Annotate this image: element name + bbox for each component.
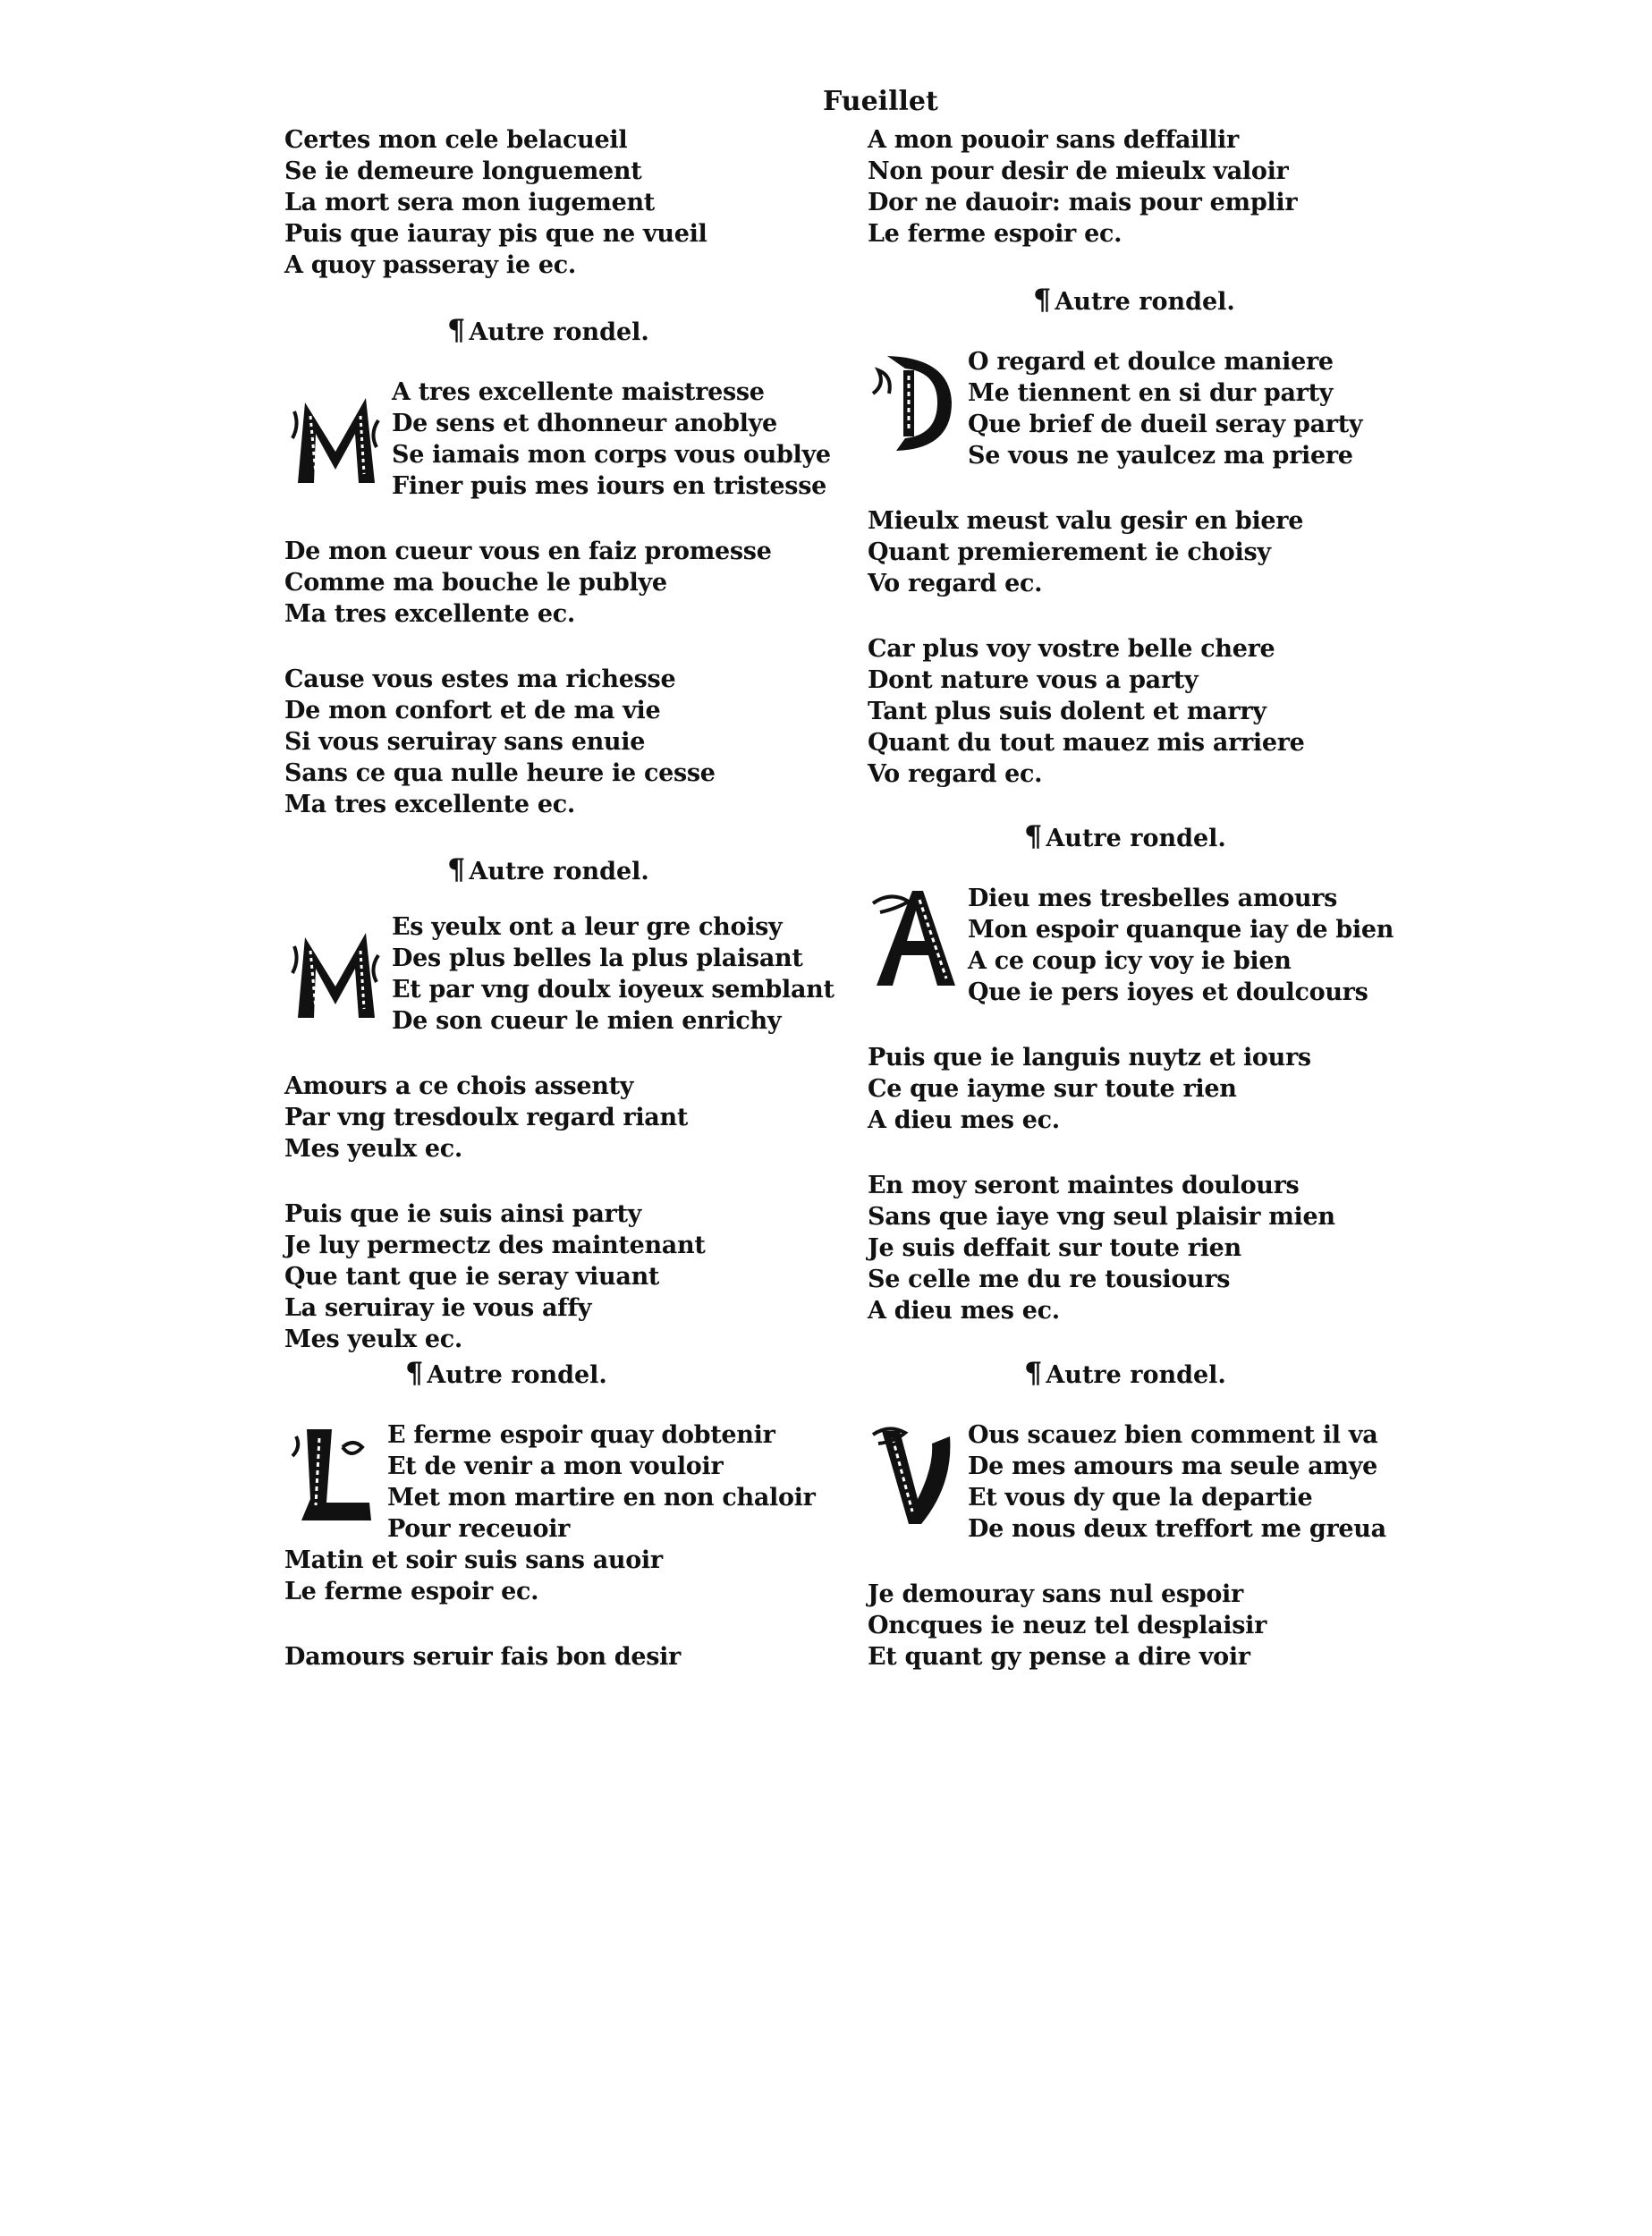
- verse-line: Ma tres excellente ec.: [284, 791, 575, 818]
- verse-line: Damours seruir fais bon desir: [284, 1643, 681, 1671]
- verse-line: Le ferme espoir ec.: [284, 1578, 539, 1605]
- rondel-heading: [1024, 821, 1226, 854]
- verse-line: Vo regard ec.: [868, 760, 1043, 788]
- rondel-heading-text: Autre rondel.: [427, 1361, 607, 1389]
- decorated-initial-v-svg: [869, 1422, 963, 1529]
- rondel-heading: [447, 315, 649, 348]
- pilcrow-icon: ¶: [1024, 1356, 1043, 1390]
- rondel-heading: [405, 1358, 607, 1391]
- verse-line: Je luy permectz des maintenant: [284, 1232, 706, 1259]
- verse-line: De mon confort et de ma vie: [284, 697, 661, 724]
- verse-line: Se vous ne yaulcez ma priere: [968, 442, 1353, 470]
- decorated-initial-v-icon: [869, 1422, 963, 1529]
- verse-line: Dont nature vous a party: [868, 666, 1199, 694]
- verse-line: Ma tres excellente ec.: [284, 600, 575, 628]
- verse-line: Pour receuoir: [387, 1515, 571, 1543]
- verse-line: Me tiennent en si dur party: [968, 379, 1334, 407]
- pilcrow-icon: ¶: [447, 852, 466, 886]
- verse-line: Certes mon cele belacueil: [284, 126, 628, 154]
- verse-line: Sans ce qua nulle heure ie cesse: [284, 759, 716, 787]
- verse-line: Et quant gy pense a dire voir: [868, 1643, 1250, 1671]
- verse-line: Puis que ie suis ainsi party: [284, 1200, 641, 1228]
- verse-line: Matin et soir suis sans auoir: [284, 1546, 663, 1574]
- verse-line: Mieulx meust valu gesir en biere: [868, 507, 1304, 535]
- verse-line: Se iamais mon corps vous oublye: [392, 441, 831, 469]
- verse-line: Et vous dy que la departie: [968, 1484, 1313, 1512]
- rondel-heading: [1024, 1358, 1226, 1391]
- verse-line: Par vng tresdoulx regard riant: [284, 1104, 689, 1131]
- verse-line: Dieu mes tresbelles amours: [968, 885, 1337, 912]
- verse-line: Et de venir a mon vouloir: [387, 1453, 724, 1480]
- verse-line: Et par vng doulx ioyeux semblant: [392, 976, 834, 1004]
- verse-line: Se ie demeure longuement: [284, 157, 642, 185]
- verse-line: Non pour desir de mieulx valoir: [868, 157, 1289, 185]
- verse-line: Sans que iaye vng seul plaisir mien: [868, 1203, 1335, 1231]
- verse-line: La mort sera mon iugement: [284, 189, 655, 216]
- decorated-initial-a-icon: [869, 885, 963, 993]
- decorated-initial-m-svg: [289, 385, 383, 492]
- verse-line: Ce que iayme sur toute rien: [868, 1075, 1237, 1103]
- verse-line: De mes amours ma seule amye: [968, 1453, 1378, 1480]
- verse-line: De mon cueur vous en faiz promesse: [284, 538, 772, 565]
- verse-line: En moy seront maintes doulours: [868, 1172, 1300, 1199]
- decorated-initial-d-svg: [869, 349, 963, 456]
- pilcrow-icon: ¶: [1024, 819, 1043, 853]
- running-head: Fueillet: [823, 86, 938, 117]
- verse-line: Que tant que ie seray viuant: [284, 1263, 660, 1291]
- verse-line: Car plus voy vostre belle chere: [868, 635, 1275, 663]
- decorated-initial-m-svg: [289, 919, 383, 1027]
- verse-line: De son cueur le mien enrichy: [392, 1007, 782, 1035]
- verse-line: Ous scauez bien comment il va: [968, 1421, 1378, 1449]
- verse-line: Je suis deffait sur toute rien: [868, 1234, 1241, 1262]
- decorated-initial-m-icon: [289, 385, 383, 492]
- verse-line: De nous deux treffort me greua: [968, 1515, 1386, 1543]
- decorated-initial-d-icon: [869, 349, 963, 456]
- rondel-heading: [1033, 284, 1235, 318]
- verse-line: A dieu mes ec.: [868, 1297, 1060, 1325]
- verse-line: Comme ma bouche le publye: [284, 569, 667, 597]
- verse-line: Puis que ie languis nuytz et iours: [868, 1044, 1311, 1071]
- verse-line: Mon espoir quanque iay de bien: [968, 916, 1394, 944]
- verse-line: Dor ne dauoir: mais pour emplir: [868, 189, 1298, 216]
- rondel-heading-text: Autre rondel.: [1046, 1361, 1226, 1389]
- verse-line: Met mon martire en non chaloir: [387, 1484, 816, 1512]
- pilcrow-icon: ¶: [405, 1356, 424, 1390]
- verse-line: Quant du tout mauez mis arriere: [868, 729, 1305, 757]
- verse-line: La seruiray ie vous affy: [284, 1294, 592, 1322]
- verse-line: Des plus belles la plus plaisant: [392, 944, 803, 972]
- verse-line: A quoy passeray ie ec.: [284, 251, 576, 279]
- verse-line: Mes yeulx ec.: [284, 1326, 463, 1353]
- verse-line: A dieu mes ec.: [868, 1106, 1060, 1134]
- decorated-initial-l-icon: [289, 1420, 378, 1526]
- verse-line: A tres excellente maistresse: [392, 378, 765, 406]
- verse-line: Mes yeulx ec.: [284, 1135, 463, 1163]
- verse-line: Quant premierement ie choisy: [868, 538, 1271, 566]
- verse-line: Se celle me du re tousiours: [868, 1266, 1231, 1293]
- pilcrow-icon: ¶: [1033, 283, 1052, 317]
- verse-line: Es yeulx ont a leur gre choisy: [392, 913, 783, 941]
- verse-line: Finer puis mes iours en tristesse: [392, 472, 826, 500]
- rondel-heading-text: Autre rondel.: [1055, 288, 1235, 316]
- verse-line: E ferme espoir quay dobtenir: [387, 1421, 775, 1449]
- verse-line: Cause vous estes ma richesse: [284, 665, 676, 693]
- decorated-initial-a-svg: [869, 885, 963, 993]
- verse-line: Que brief de dueil seray party: [968, 411, 1363, 438]
- decorated-initial-l-svg: [289, 1420, 378, 1526]
- verse-line: Amours a ce chois assenty: [284, 1072, 634, 1100]
- pilcrow-icon: ¶: [447, 313, 466, 347]
- verse-line: Le ferme espoir ec.: [868, 220, 1123, 248]
- decorated-initial-m-icon: [289, 919, 383, 1027]
- rondel-heading: [447, 854, 649, 887]
- verse-line: De sens et dhonneur anoblye: [392, 410, 777, 437]
- verse-line: Que ie pers ioyes et doulcours: [968, 978, 1368, 1006]
- verse-line: Tant plus suis dolent et marry: [868, 698, 1267, 725]
- rondel-heading-text: Autre rondel.: [469, 318, 649, 346]
- verse-line: A mon pouoir sans deffaillir: [868, 126, 1239, 154]
- rondel-heading-text: Autre rondel.: [1046, 825, 1226, 852]
- verse-line: Si vous seruiray sans enuie: [284, 728, 646, 756]
- verse-line: A ce coup icy voy ie bien: [968, 947, 1292, 975]
- verse-line: Je demouray sans nul espoir: [868, 1580, 1243, 1608]
- verse-line: Puis que iauray pis que ne vueil: [284, 220, 707, 248]
- verse-line: O regard et doulce maniere: [968, 348, 1334, 376]
- verse-line: Vo regard ec.: [868, 570, 1043, 597]
- rondel-heading-text: Autre rondel.: [469, 858, 649, 885]
- verse-line: Oncques ie neuz tel desplaisir: [868, 1612, 1267, 1639]
